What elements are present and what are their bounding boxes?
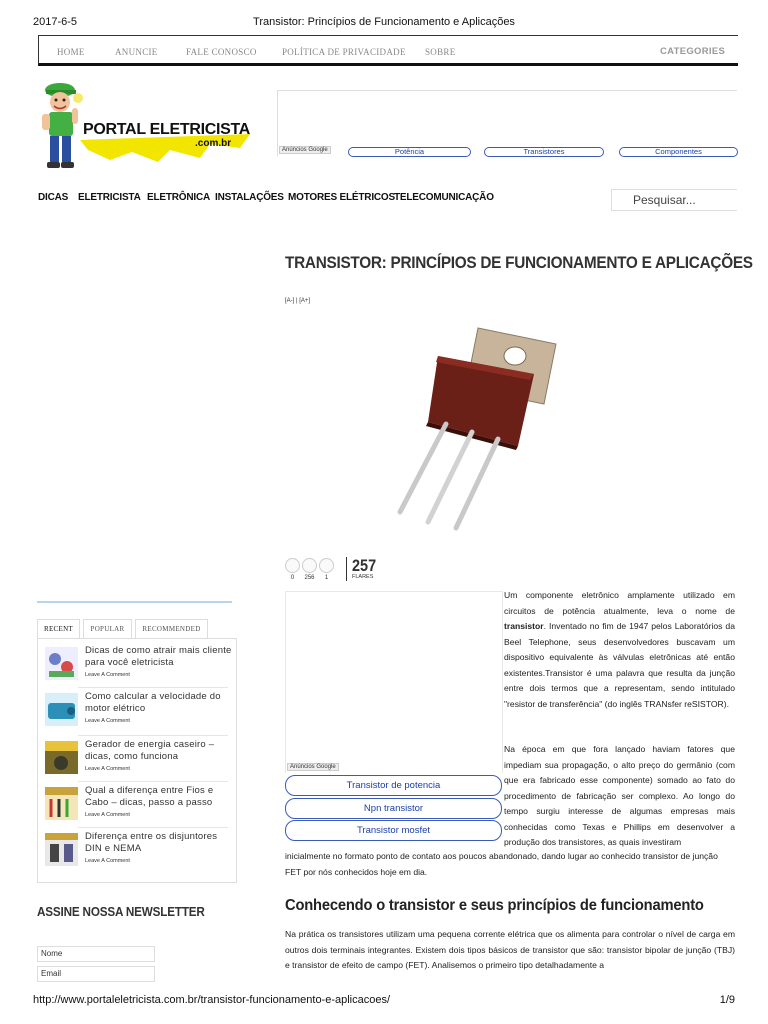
categories-menu[interactable]: CATEGORIES: [660, 46, 726, 57]
share-total: 257: [352, 556, 377, 575]
tab-recent[interactable]: RECENT: [37, 619, 80, 639]
print-date: 2017-6-5: [33, 16, 78, 28]
post-thumbnail-icon: [45, 787, 78, 820]
ad-link-componentes[interactable]: Componentes: [619, 147, 738, 157]
post-title[interactable]: Diferença entre os disjuntores DIN e NEMA: [85, 831, 218, 854]
post-title[interactable]: Dicas de como atrair mais cliente para você eletricista: [85, 645, 232, 668]
print-header: [33, 16, 735, 30]
article-paragraph: Um componente eletrônico amplamente utilizado em circuitos de potência atualmente, leva o nome de transistor. Inventado no fim de 1947 pelos Laboratórios da Beel Telephone, seus desenvolvedores buscavam um dispositivo equivalente às válvulas eletrônicas até então existentes.Transistor é uma palavra que resulta da junção entre dois termos que a representam, sendo intitulado "resistor de transferência" (do inglês TRANsfer reSISTOR).: [504, 590, 735, 709]
cat-dicas[interactable]: DICAS: [38, 192, 69, 203]
share-google-icon[interactable]: [302, 558, 317, 573]
share-divider: [346, 557, 347, 581]
recent-posts-list: [37, 638, 237, 883]
list-item[interactable]: [44, 645, 232, 689]
top-navbar: [38, 35, 738, 66]
cat-eletronica[interactable]: ELETRÔNICA: [147, 192, 211, 203]
print-footer: [33, 994, 735, 1008]
site-logo[interactable]: [40, 78, 255, 172]
cat-motores[interactable]: MOTORES ELÉTRICOS: [288, 192, 395, 203]
ad-button-transistor-mosfet[interactable]: Transistor mosfet: [285, 820, 502, 841]
post-thumbnail-icon: [45, 741, 78, 774]
cat-eletricista[interactable]: ELETRICISTA: [78, 192, 141, 203]
logo-text: PORTAL ELETRICISTA: [83, 121, 251, 138]
cat-telecomunicacao[interactable]: TELECOMUNICAÇÃO: [394, 192, 494, 203]
list-item[interactable]: [44, 831, 232, 875]
list-divider: [78, 781, 228, 782]
share-flares-label: FLARES: [352, 574, 374, 580]
print-url: http://www.portaleletricista.com.br/transistor-funcionamento-e-aplicacoes/: [33, 994, 391, 1006]
list-item[interactable]: [44, 739, 232, 783]
ad-button-transistor-potencia[interactable]: Transistor de potencia: [285, 775, 502, 796]
ad-button-npn-transistor[interactable]: Npn transistor: [285, 798, 502, 819]
transistor-image: [390, 322, 565, 532]
article-title: TRANSISTOR: PRINCÍPIOS DE FUNCIONAMENTO E APLICAÇÕES: [285, 254, 753, 272]
post-title[interactable]: Qual a diferença entre Fios e Cabo – dicas, passo a passo: [85, 785, 214, 808]
post-thumbnail-icon: [45, 693, 78, 726]
post-comment-link[interactable]: Leave A Comment: [85, 718, 130, 724]
newsletter-email-field[interactable]: Email: [37, 966, 155, 982]
logo-subtext: .com.br: [195, 138, 232, 149]
nav-sobre-link[interactable]: SOBRE: [425, 47, 456, 57]
post-thumbnail-icon: [45, 647, 78, 680]
nav-anuncie-link[interactable]: ANUNCIE: [115, 47, 158, 57]
ad-choices-badge[interactable]: Anúncios Google: [279, 146, 331, 154]
sidebar-tabs: [37, 619, 237, 639]
list-item[interactable]: [44, 785, 232, 829]
sidebar-divider: [37, 601, 232, 603]
article-paragraph: inicialmente no formato ponto de contato aos poucos abandonado, dando lugar ao conhecido transistor de junção FET por nós conhecidos hoje em dia.: [285, 851, 718, 877]
share-facebook-icon[interactable]: [285, 558, 300, 573]
share-count: 1: [324, 575, 329, 581]
list-divider: [78, 827, 228, 828]
nav-privacidade-link[interactable]: POLÍTICA DE PRIVACIDADE: [282, 47, 406, 57]
post-title[interactable]: Gerador de energia caseiro – dicas, como funciona: [85, 739, 215, 762]
post-title[interactable]: Como calcular a velocidade do motor elétrico: [85, 691, 221, 714]
list-divider: [78, 735, 228, 736]
article-paragraph: Na prática os transistores utilizam uma pequena corrente elétrica que os alimenta para controlar o nível de carga em outros dois terminais integrantes. Existem dois tipos básicos de transistor que são: transistor bipolar de junção (TBJ) e transistor de efeito de campo (FET). Analisemos o primeiro tipo detalhadamente a: [285, 929, 735, 970]
print-doc-title: Transistor: Princípios de Funcionamento e Aplicações: [253, 16, 515, 28]
tab-recommended[interactable]: RECOMMENDED: [135, 619, 208, 639]
content-ad-box: [285, 591, 503, 773]
share-twitter-icon[interactable]: [319, 558, 334, 573]
font-size-controls[interactable]: [A-] | [A+]: [285, 298, 311, 304]
post-comment-link[interactable]: Leave A Comment: [85, 812, 130, 818]
list-divider: [78, 687, 228, 688]
list-item[interactable]: [44, 691, 232, 735]
newsletter-heading: ASSINE NOSSA NEWSLETTER: [37, 904, 205, 919]
share-widget: [285, 556, 390, 582]
post-comment-link[interactable]: Leave A Comment: [85, 672, 130, 678]
nav-home-link[interactable]: HOME: [57, 47, 85, 57]
top-ad-area: [277, 90, 737, 156]
keyword-transistor: transistor: [504, 621, 544, 631]
ad-link-potencia[interactable]: Potência: [348, 147, 471, 157]
ad-link-transistores[interactable]: Transistores: [484, 147, 604, 157]
post-comment-link[interactable]: Leave A Comment: [85, 766, 130, 772]
ad-choices-badge[interactable]: Anúncios Google: [287, 763, 339, 771]
post-comment-link[interactable]: Leave A Comment: [85, 858, 130, 864]
post-thumbnail-icon: [45, 833, 78, 866]
print-page-number: 1/9: [719, 994, 735, 1006]
article-paragraph: Na época em que fora lançado haviam fatores que impediam sua propagação, o alto preço do germânio (com que era fabricado esse componente) somado ao fato do procedimento de fabricação ser complexo. Ao longo do tempo surgiu interesse de algumas empresas mais conhecidas como Texas e Phillips em desenvolver a produção dos transistores, as quais investiram: [504, 744, 735, 847]
share-count: 256: [304, 575, 315, 581]
share-count: 0: [290, 575, 295, 581]
search-input[interactable]: Pesquisar...: [611, 189, 737, 211]
nav-fale-conosco-link[interactable]: FALE CONOSCO: [186, 47, 257, 57]
tab-popular[interactable]: POPULAR: [83, 619, 132, 639]
cat-instalacoes[interactable]: INSTALAÇÕES: [215, 192, 284, 203]
section-heading: Conhecendo o transistor e seus princípios de funcionamento: [285, 897, 704, 914]
newsletter-name-field[interactable]: Nome: [37, 946, 155, 962]
